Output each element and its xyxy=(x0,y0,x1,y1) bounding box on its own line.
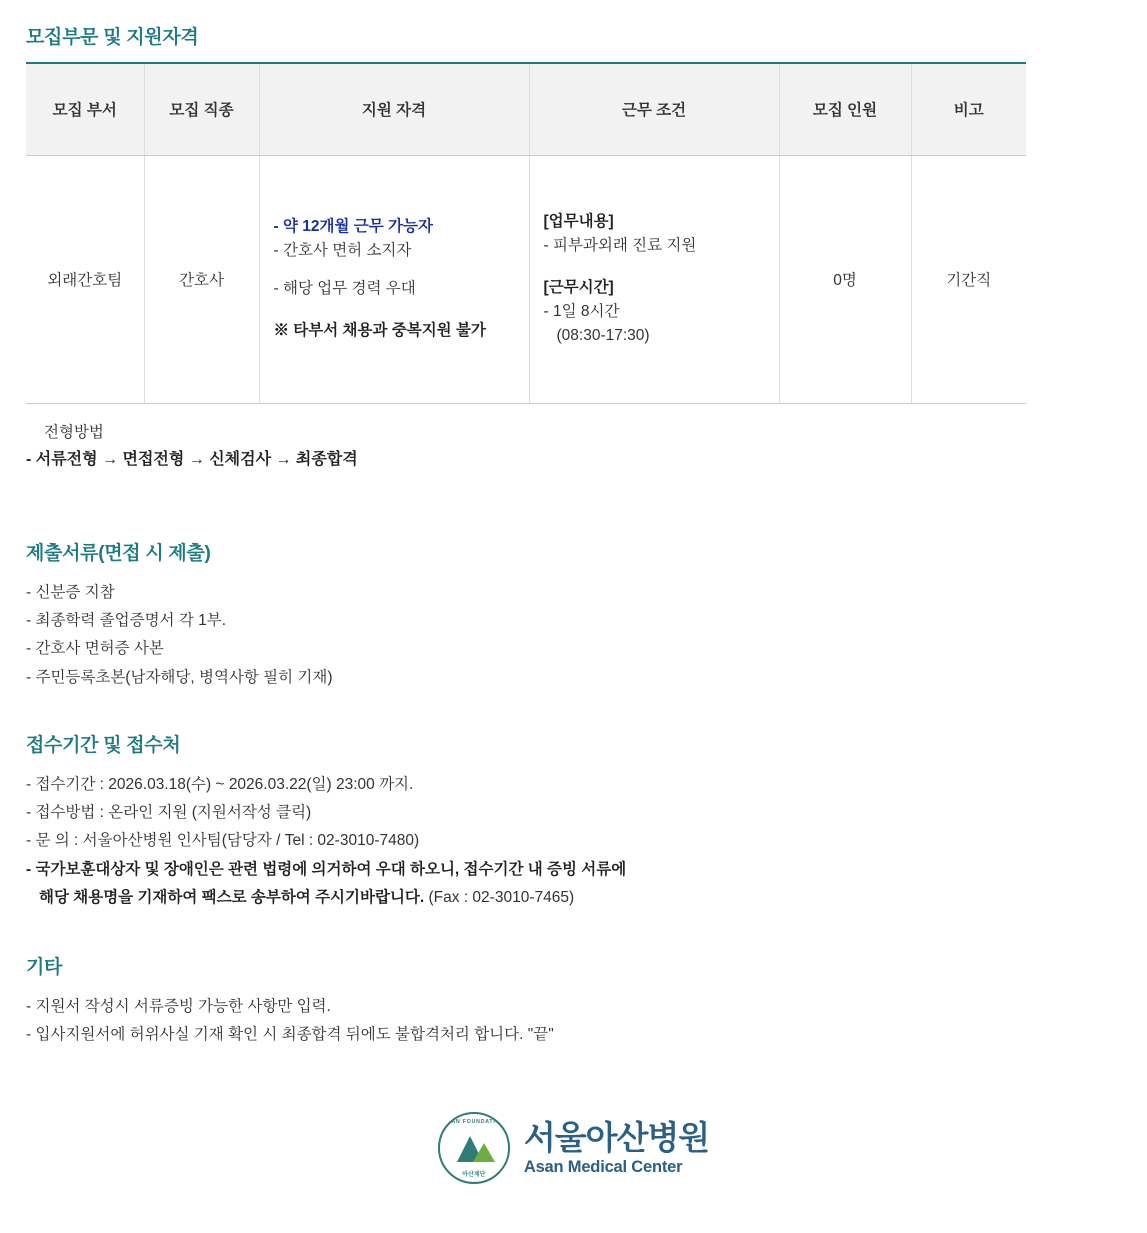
selection-method-flow: - 서류전형 → 면접전형 → 신체검사 → 최종합격 xyxy=(26,451,358,469)
col-remark: 비고 xyxy=(911,63,1026,155)
spacer xyxy=(544,258,765,276)
selection-method-label: 전형방법 xyxy=(44,424,104,441)
col-headcount: 모집 인원 xyxy=(779,63,911,155)
document-item: - 주민등록초본(남자해당, 병역사항 필히 기재) xyxy=(26,668,333,686)
conditions-work-heading: [업무내용] xyxy=(543,212,614,230)
application-title: 접수기간 및 접수처 xyxy=(26,735,181,756)
cell-conditions xyxy=(529,155,779,403)
conditions-work-detail: - 피부과외래 진료 지원 xyxy=(543,236,697,254)
col-job: 모집 직종 xyxy=(144,63,259,155)
recruit-table-wrapper xyxy=(26,62,1026,404)
hospital-logo-text xyxy=(523,1118,710,1176)
cell-department: 외래간호팀 xyxy=(26,155,144,403)
application-notice-text: 해당 채용명을 기재하여 팩스로 송부하여 주시기바랍니다. xyxy=(39,888,425,906)
conditions-time-range: (08:30-17:30) xyxy=(556,327,650,345)
qualification-line-1: - 약 12개월 근무 가능자 xyxy=(273,217,433,235)
etc-block xyxy=(26,952,1086,1049)
etc-item: - 지원서 작성시 서류증빙 가능한 사항만 입력. xyxy=(26,998,331,1015)
recruit-table xyxy=(26,62,1026,404)
cell-job: 간호사 xyxy=(144,155,259,403)
application-notice-line-2 xyxy=(26,884,1086,912)
cell-remark: 기간직 xyxy=(911,155,1026,403)
qualification-line-2: - 간호사 면허 소지자 xyxy=(273,241,412,259)
application-notice-line-1: - 국가보훈대상자 및 장애인은 관련 법령에 의거하여 우대 하오니, 접수기간 내 증빙 서류에 xyxy=(26,860,627,878)
document-item: - 간호사 면허증 사본 xyxy=(26,640,164,658)
document-item: - 최종학력 졸업증명서 각 1부. xyxy=(26,612,227,630)
page-title: 모집부문 및 지원자격 xyxy=(26,27,199,48)
application-fax: (Fax : 02-3010-7465) xyxy=(424,888,575,906)
spacer xyxy=(274,263,515,277)
col-conditions: 근무 조건 xyxy=(529,63,779,155)
etc-title: 기타 xyxy=(26,957,63,978)
emblem-ring-text: ASAN FOUNDATION xyxy=(442,1119,506,1125)
selection-method-block xyxy=(26,420,1026,474)
conditions-time-heading: [근무시간] xyxy=(543,278,614,296)
application-contact: - 문 의 : 서울아산병원 인사팀(담당자 / Tel : 02-3010-7480) xyxy=(26,832,420,850)
conditions-time-detail: - 1일 8시간 xyxy=(543,303,620,320)
cell-qualification xyxy=(259,155,529,403)
application-method: - 접수방법 : 온라인 지원 (지원서작성 클릭) xyxy=(26,804,312,822)
cell-headcount: 0명 xyxy=(779,155,911,403)
documents-block xyxy=(26,538,1086,692)
document-item: - 신분증 지참 xyxy=(26,584,115,601)
spacer xyxy=(274,301,515,319)
footer-logo xyxy=(0,1112,1147,1184)
application-block xyxy=(26,730,1086,912)
asan-foundation-emblem-icon xyxy=(438,1112,510,1184)
documents-title: 제출서류(면접 시 제출) xyxy=(26,543,211,564)
emblem-base-text: 아산재단 xyxy=(462,1172,486,1178)
qualification-line-4: ※ 타부서 채용과 중복지원 불가 xyxy=(273,322,486,340)
etc-item: - 입사지원서에 허위사실 기재 확인 시 최종합격 뒤에도 불합격처리 합니다. "끝" xyxy=(26,1026,554,1044)
mountain-icon xyxy=(453,1132,499,1162)
logo-korean: 서울아산병원 xyxy=(523,1118,710,1156)
table-header-row xyxy=(26,63,1026,155)
logo-english: Asan Medical Center xyxy=(523,1157,683,1176)
application-period: - 접수기간 : 2026.03.18(수) ~ 2026.03.22(일) 23:00 까지. xyxy=(26,776,414,793)
qualification-line-3: - 해당 업무 경력 우대 xyxy=(273,280,416,297)
table-row xyxy=(26,155,1026,403)
col-qualification: 지원 자격 xyxy=(259,63,529,155)
col-department: 모집 부서 xyxy=(26,63,144,155)
